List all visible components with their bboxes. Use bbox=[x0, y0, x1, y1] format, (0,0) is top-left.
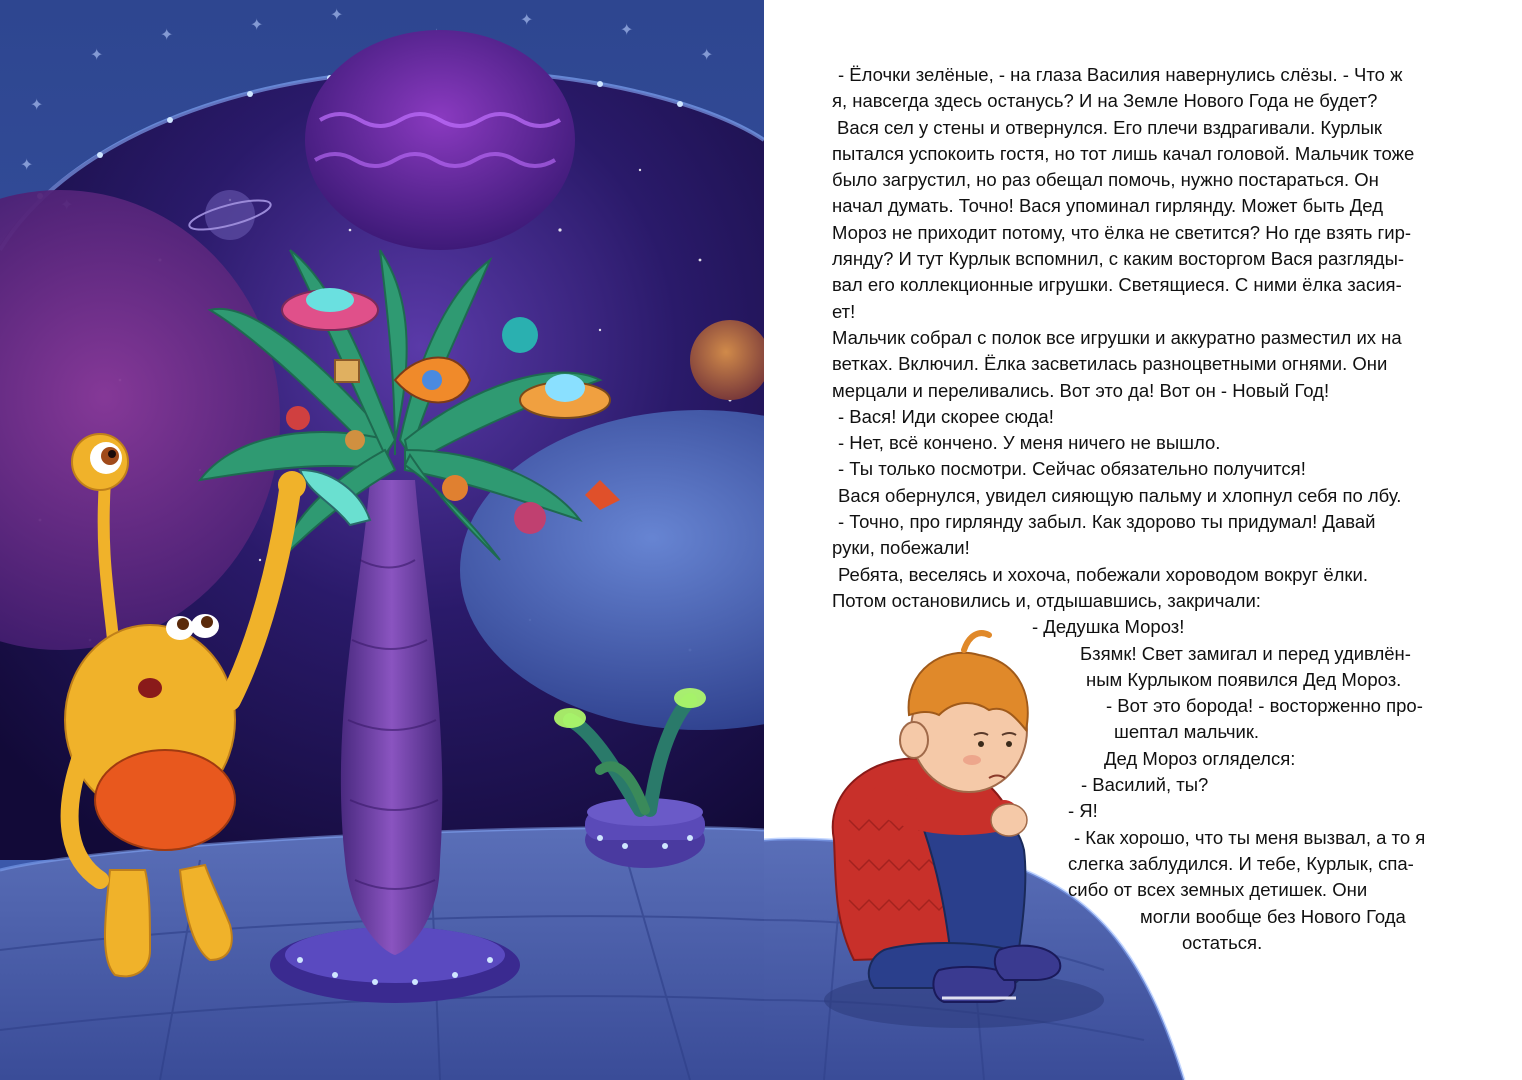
story-line: - Ёлочки зелёные, - на глаза Василия навернулись слёзы. - Что ж bbox=[838, 64, 1403, 85]
story-line: начал думать. Точно! Вася упоминал гирлянду. Может быть Дед bbox=[832, 195, 1383, 217]
story-line: ет! bbox=[832, 300, 856, 322]
story-line: Потом остановились и, отдышавшись, закричали: bbox=[832, 589, 1261, 611]
story-line: - Нет, всё кончено. У меня ничего не вышло. bbox=[838, 432, 1221, 454]
story-line: - Вася! Иди скорее сюда! bbox=[838, 405, 1054, 427]
story-line: - Как хорошо, что ты меня вызвал, а то я bbox=[1074, 826, 1426, 848]
story-line: - Я! bbox=[1068, 800, 1098, 822]
story-line: шептал мальчик. bbox=[1114, 721, 1260, 743]
story-line: было загрустил, но раз обещал помочь, нужно постараться. Он bbox=[832, 169, 1379, 191]
planet-top-purple bbox=[305, 30, 575, 250]
svg-text:✦: ✦ bbox=[160, 25, 174, 44]
story-line: Мальчик собрал с полок все игрушки и аккуратно разместил их на bbox=[832, 326, 1402, 348]
story-line: Вася сел у стены и отвернулся. Его плечи вздрагивали. Курлык bbox=[837, 116, 1383, 138]
story-line: Мороз не приходит потому, что ёлка не светится? Но где взять гир- bbox=[832, 221, 1412, 243]
ringed-planet bbox=[205, 190, 255, 240]
svg-text:✦: ✦ bbox=[700, 45, 714, 64]
story-line: я, навсегда здесь останусь? И на Земле Нового Года не будет? bbox=[832, 90, 1378, 112]
svg-text:✦: ✦ bbox=[620, 20, 634, 39]
story-line: - Ты только посмотри. Сейчас обязательно получится! bbox=[838, 458, 1306, 480]
story-line: сибо от всех земных детишек. Они bbox=[1068, 879, 1368, 901]
story-line: Дед Мороз огляделся: bbox=[1104, 747, 1296, 769]
story-line: - Точно, про гирлянду забыл. Как здорово ты придумал! Давай bbox=[838, 511, 1376, 533]
story-line: слегка заблудился. И тебе, Курлык, спа- bbox=[1068, 852, 1414, 874]
story-line: - Василий, ты? bbox=[1081, 774, 1209, 796]
story-line: мерцали и переливались. Вот это да! Вот он - Новый Год! bbox=[832, 379, 1330, 401]
story-line: Вася обернулся, увидел сияющую пальму и хлопнул себя по лбу. bbox=[838, 484, 1402, 506]
story-line: могли вообще без Нового Года bbox=[1140, 905, 1406, 927]
story-line: руки, побежали! bbox=[832, 537, 970, 559]
story-line: Ребята, веселясь и хохоча, побежали хороводом вокруг ёлки. bbox=[838, 563, 1368, 585]
story-line: пытался успокоить гостя, но тот лишь качал головой. Мальчик тоже bbox=[832, 142, 1415, 164]
svg-text:✦: ✦ bbox=[20, 155, 34, 174]
svg-text:✦: ✦ bbox=[30, 95, 44, 114]
story-line: остаться. bbox=[1182, 931, 1263, 953]
story-line: - Вот это борода! - восторженно про- bbox=[1106, 695, 1423, 717]
svg-text:✦: ✦ bbox=[520, 10, 534, 29]
story-line: Бзямк! Свет замигал и перед удивлён- bbox=[1080, 642, 1411, 664]
story-line: вал его коллекционные игрушки. Светящиеся. С ними ёлка засия- bbox=[832, 274, 1402, 296]
right-page bbox=[764, 0, 1522, 1080]
svg-text:✦: ✦ bbox=[330, 5, 344, 24]
story-line: - Дедушка Мороз! bbox=[1032, 616, 1185, 638]
story-line: ветках. Включил. Ёлка засветилась разноцветными огнями. Они bbox=[832, 353, 1388, 375]
story-line: ным Курлыком появился Дед Мороз. bbox=[1086, 668, 1402, 690]
svg-text:✦: ✦ bbox=[90, 45, 104, 64]
story-line: лянду? И тут Курлык вспомнил, с каким восторгом Вася разгляды- bbox=[832, 248, 1405, 270]
svg-text:✦: ✦ bbox=[250, 15, 264, 34]
story-text bbox=[824, 62, 1484, 956]
